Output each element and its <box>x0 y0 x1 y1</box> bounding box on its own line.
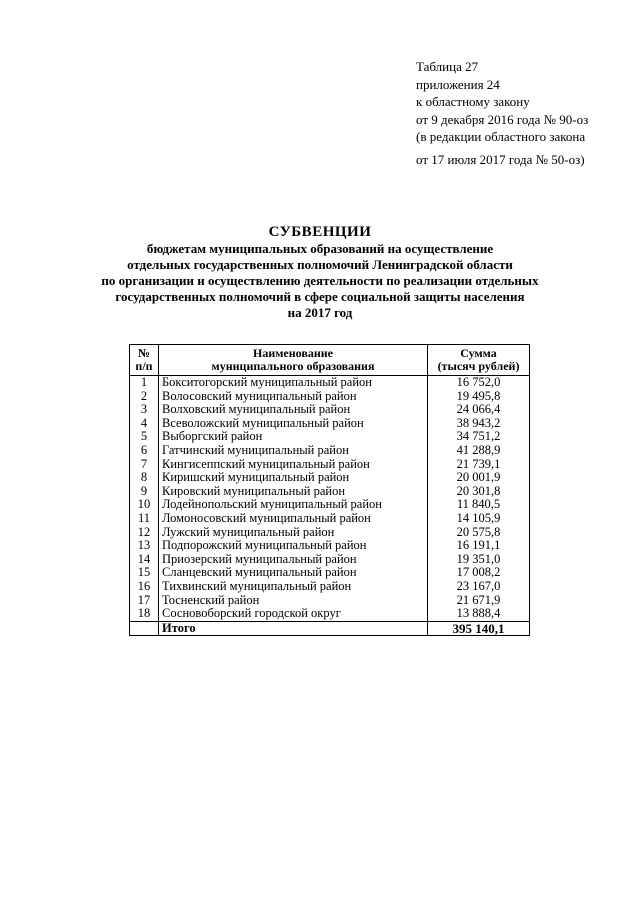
row-sum: 20 301,8 <box>428 485 530 499</box>
row-name: Сосновоборский городской округ <box>159 607 428 621</box>
table-row <box>130 485 530 499</box>
row-sum: 16 191,1 <box>428 539 530 553</box>
subventions-table <box>129 344 530 636</box>
total-label: Итого <box>159 621 428 636</box>
document-title <box>0 223 640 321</box>
title-main: СУБВЕНЦИИ <box>268 224 372 240</box>
row-num: 6 <box>130 444 159 458</box>
table-row <box>130 539 530 553</box>
table-row <box>130 526 530 540</box>
header-note-line: приложения 24 <box>416 76 500 92</box>
row-sum: 20 575,8 <box>428 526 530 540</box>
header-sum: Сумма (тысяч рублей) <box>428 345 530 376</box>
row-sum: 20 001,9 <box>428 471 530 485</box>
row-name: Волховский муниципальный район <box>159 403 428 417</box>
row-sum: 11 840,5 <box>428 498 530 512</box>
row-name: Сланцевский муниципальный район <box>159 566 428 580</box>
table-row <box>130 566 530 580</box>
title-line: государственных полномочий в сфере социальной защиты населения <box>115 289 525 304</box>
row-sum: 24 066,4 <box>428 403 530 417</box>
row-num: 9 <box>130 485 159 499</box>
header-note <box>416 58 588 168</box>
table-row <box>130 607 530 621</box>
table-row <box>130 390 530 404</box>
title-line: по организации и осуществлению деятельности по реализации отдельных <box>101 273 539 288</box>
row-sum: 38 943,2 <box>428 417 530 431</box>
row-sum: 23 167,0 <box>428 580 530 594</box>
row-num: 15 <box>130 566 159 580</box>
title-line: бюджетам муниципальных образований на осуществление <box>146 241 494 256</box>
row-name: Тосненский район <box>159 594 428 608</box>
row-num: 8 <box>130 471 159 485</box>
row-name: Кингисеппский муниципальный район <box>159 458 428 472</box>
table-row <box>130 498 530 512</box>
row-name: Киришский муниципальный район <box>159 471 428 485</box>
row-sum: 41 288,9 <box>428 444 530 458</box>
total-sum: 395 140,1 <box>428 621 530 636</box>
row-num: 5 <box>130 430 159 444</box>
row-num: 17 <box>130 594 159 608</box>
row-sum: 21 671,9 <box>428 594 530 608</box>
row-num: 10 <box>130 498 159 512</box>
row-sum: 17 008,2 <box>428 566 530 580</box>
row-name: Кировский муниципальный район <box>159 485 428 499</box>
row-name: Тихвинский муниципальный район <box>159 580 428 594</box>
table-row <box>130 471 530 485</box>
row-sum: 13 888,4 <box>428 607 530 621</box>
row-name: Волосовский муниципальный район <box>159 390 428 404</box>
table-row <box>130 403 530 417</box>
row-name: Лужский муниципальный район <box>159 526 428 540</box>
row-num: 1 <box>130 376 159 390</box>
row-num: 2 <box>130 390 159 404</box>
header-note-line: от 17 июля 2017 года № 50-оз) <box>416 151 585 167</box>
row-sum: 19 495,8 <box>428 390 530 404</box>
row-sum: 14 105,9 <box>428 512 530 526</box>
table-row <box>130 430 530 444</box>
header-note-line: к областному закону <box>416 94 530 109</box>
table-row <box>130 376 530 390</box>
row-num: 7 <box>130 458 159 472</box>
row-name: Ломоносовский муниципальный район <box>159 512 428 526</box>
table-header-row <box>130 345 530 376</box>
table-row <box>130 553 530 567</box>
title-line: на 2017 год <box>287 305 353 320</box>
row-num: 18 <box>130 607 159 621</box>
table-row <box>130 417 530 431</box>
row-name: Всеволожский муниципальный район <box>159 417 428 431</box>
row-sum: 16 752,0 <box>428 376 530 390</box>
table-row <box>130 594 530 608</box>
row-name: Бокситогорский муниципальный район <box>159 376 428 390</box>
title-line: отдельных государственных полномочий Ленинградской области <box>127 257 513 272</box>
row-num: 14 <box>130 553 159 567</box>
row-num: 3 <box>130 403 159 417</box>
row-num: 11 <box>130 512 159 526</box>
row-num: 13 <box>130 539 159 553</box>
row-num: 16 <box>130 580 159 594</box>
table-row <box>130 458 530 472</box>
table-row <box>130 580 530 594</box>
row-num: 4 <box>130 417 159 431</box>
row-name: Подпорожский муниципальный район <box>159 539 428 553</box>
table-total-row <box>130 621 530 636</box>
header-note-line: (в редакции областного закона <box>416 129 586 144</box>
row-name: Выборгский район <box>159 430 428 444</box>
row-name: Гатчинский муниципальный район <box>159 444 428 458</box>
header-note-line: Таблица 27 <box>416 59 479 74</box>
total-num-cell <box>130 621 159 636</box>
table-row <box>130 512 530 526</box>
row-num: 12 <box>130 526 159 540</box>
header-name: Наименование муниципального образования <box>159 345 428 376</box>
row-sum: 19 351,0 <box>428 553 530 567</box>
row-sum: 34 751,2 <box>428 430 530 444</box>
table-row <box>130 444 530 458</box>
row-name: Лодейнопольский муниципальный район <box>159 498 428 512</box>
header-note-line: от 9 декабря 2016 года № 90-оз <box>416 111 589 127</box>
row-sum: 21 739,1 <box>428 458 530 472</box>
header-num: № п/п <box>130 345 159 376</box>
table-body <box>130 376 530 622</box>
row-name: Приозерский муниципальный район <box>159 553 428 567</box>
